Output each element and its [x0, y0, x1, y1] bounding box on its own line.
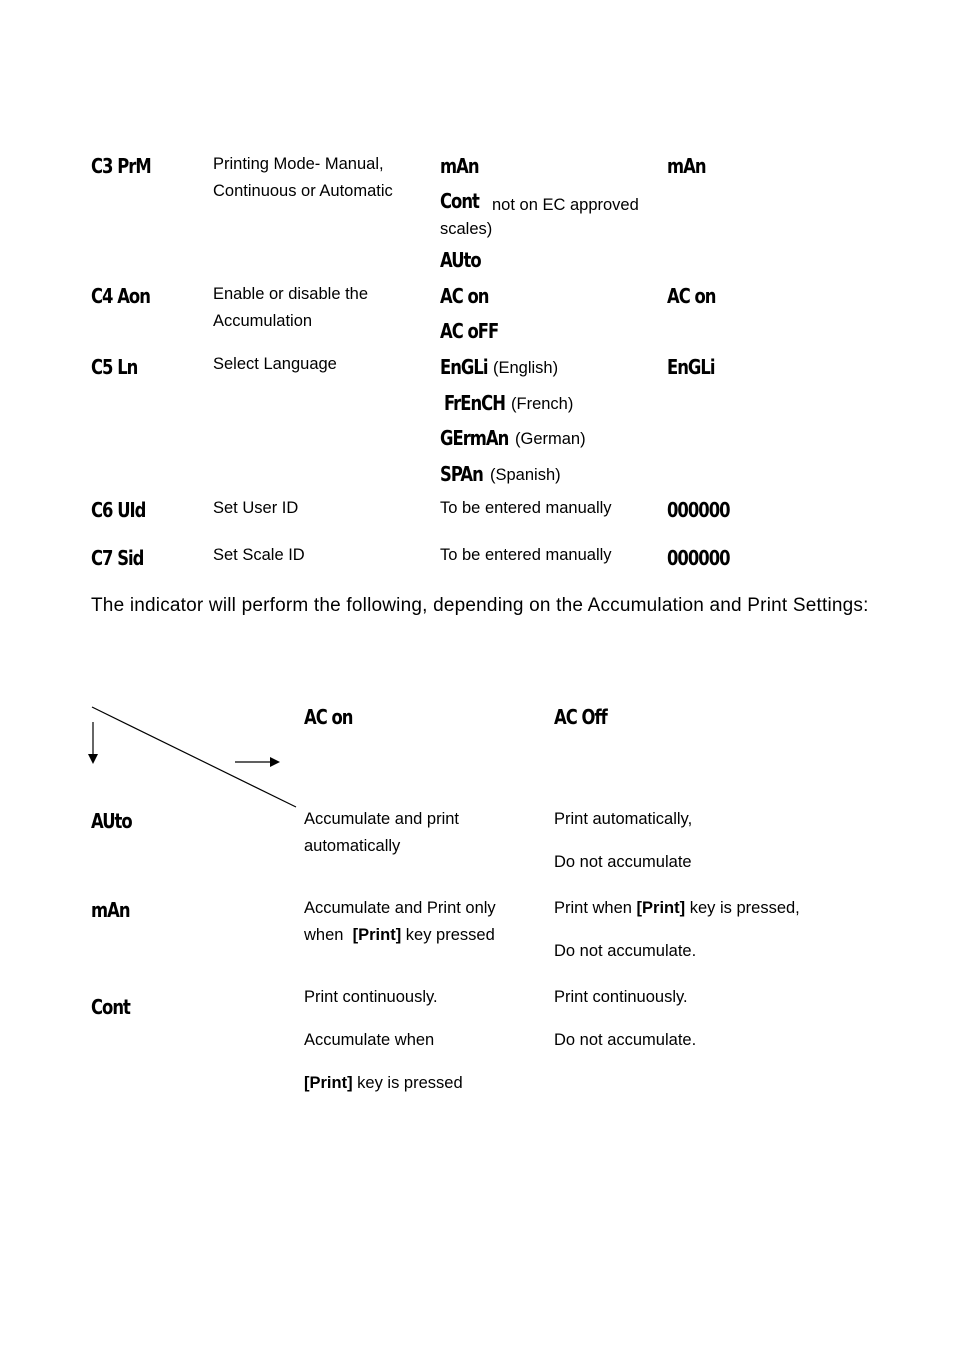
- setting-code: C7 Sid: [91, 546, 144, 570]
- setting-description: Set Scale ID: [213, 546, 305, 564]
- option-note: (English): [493, 359, 559, 377]
- default-value: AC on: [667, 284, 716, 308]
- cell-text: [Print] key is pressed: [304, 1074, 463, 1092]
- setting-code: C4 Aon: [91, 284, 150, 308]
- mode-label: AUto: [91, 809, 132, 833]
- cell-text: Accumulate and Print only: [304, 899, 496, 917]
- option-note: (French): [511, 395, 574, 413]
- default-value: 000000: [667, 498, 730, 522]
- setting-code: C6 UId: [91, 498, 146, 522]
- option-value: mAn: [440, 154, 479, 178]
- default-value: EnGLi: [667, 355, 715, 379]
- default-value: 000000: [667, 546, 730, 570]
- column-header-ac-on: AC on: [304, 705, 353, 729]
- setting-description: Enable or disable the Accumulation: [213, 285, 369, 330]
- option-value: EnGLi: [440, 355, 488, 379]
- diagonal-header-divider: [85, 700, 305, 812]
- intro-paragraph: The indicator will perform the following, depending on the Accumulation and Print Settings:: [91, 595, 869, 616]
- mode-label: Cont: [91, 995, 130, 1019]
- option-value: AC oFF: [440, 319, 499, 343]
- cell-text: Do not accumulate: [554, 853, 692, 871]
- option-value: GErmAn: [440, 426, 509, 450]
- cell-text: Accumulate when: [304, 1031, 435, 1049]
- column-header-ac-off: AC Off: [554, 705, 607, 729]
- arrow-down-icon-head: [88, 754, 98, 764]
- cell-text: when [Print] key pressed: [304, 926, 495, 944]
- option-value: Cont: [440, 189, 479, 213]
- cell-text: Print when [Print] key is pressed,: [554, 899, 800, 917]
- cell-text: automatically: [304, 837, 401, 855]
- mode-label: mAn: [91, 898, 130, 922]
- option-text: To be entered manually: [440, 546, 612, 564]
- cell-text: Do not accumulate.: [554, 1031, 697, 1049]
- cell-text: Print continuously.: [554, 988, 688, 1006]
- default-value: mAn: [667, 154, 706, 178]
- option-text: To be entered manually: [440, 499, 612, 517]
- cell-text: Print continuously.: [304, 988, 438, 1006]
- setting-description: Printing Mode- Manual, Continuous or Automatic: [213, 155, 393, 200]
- option-value: AC on: [440, 284, 489, 308]
- cell-text: Do not accumulate.: [554, 942, 697, 960]
- option-value: FrEnCH: [444, 391, 505, 415]
- option-value: AUto: [440, 248, 481, 272]
- print-key-label: [Print]: [304, 1074, 353, 1092]
- option-note: (German): [515, 430, 586, 448]
- setting-code: C5 Ln: [91, 355, 138, 379]
- option-note: not on EC approved scales): [440, 196, 639, 238]
- print-key-label: [Print]: [352, 926, 402, 944]
- cell-text: Accumulate and print: [304, 810, 460, 828]
- setting-description: Set User ID: [213, 499, 299, 517]
- option-value: SPAn: [440, 462, 483, 486]
- print-key-label: [Print]: [636, 899, 686, 917]
- arrow-right-icon-head: [270, 757, 280, 767]
- option-note: (Spanish): [490, 466, 561, 484]
- setting-description: Select Language: [213, 355, 337, 373]
- setting-code: C3 PrM: [91, 154, 151, 178]
- cell-text: Print automatically,: [554, 810, 693, 828]
